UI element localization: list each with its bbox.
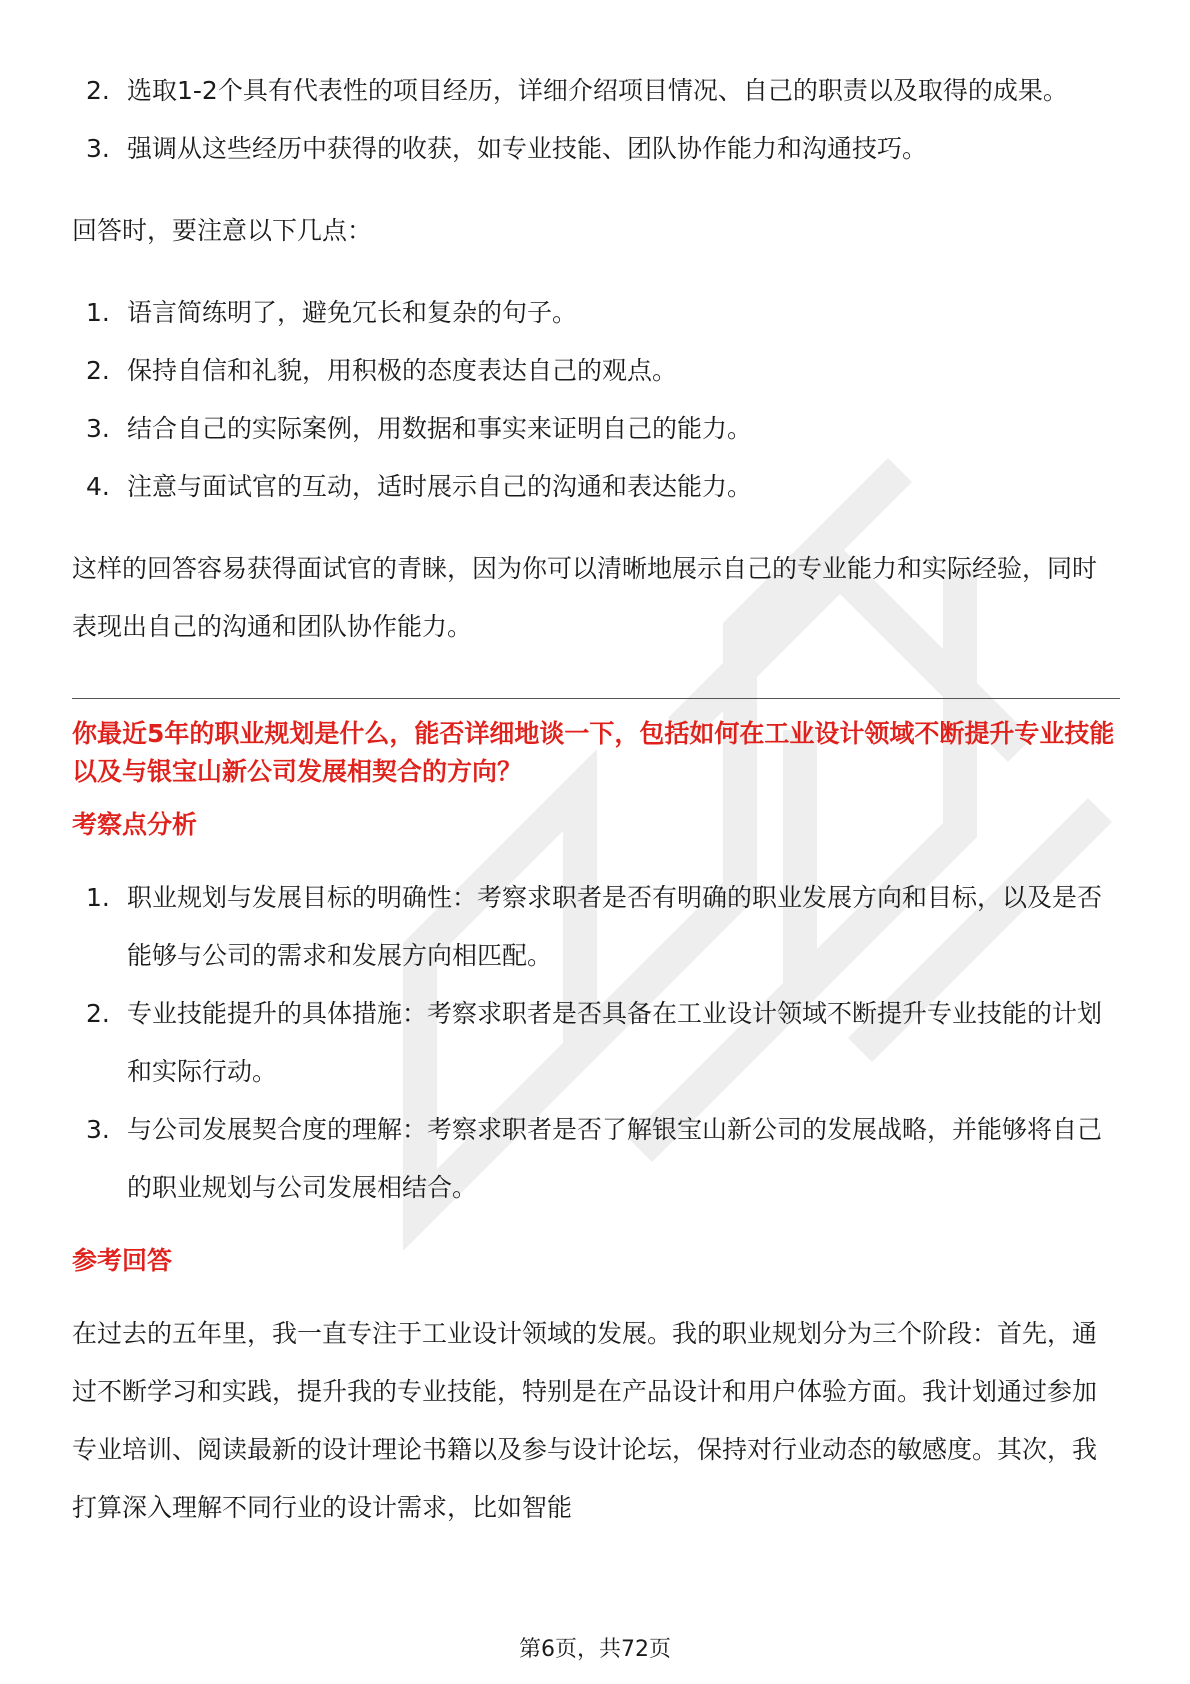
main-content — [72, 62, 1120, 1537]
list-number: 3. — [86, 1115, 110, 1144]
analysis-list — [72, 869, 1120, 1217]
list-text: 职业规划与发展目标的明确性：考察求职者是否有明确的职业发展方向和目标，以及是否能够与公司的需求和发展方向相匹配。 — [127, 883, 1103, 970]
summary-paragraph: 这样的回答容易获得面试官的青睐，因为你可以清晰地展示自己的专业能力和实际经验，同时表现出自己的沟通和团队协作能力。 — [72, 554, 1098, 641]
list-text: 结合自己的实际案例，用数据和事实来证明自己的能力。 — [127, 414, 753, 443]
list-number: 1. — [86, 883, 110, 912]
list-number: 2. — [86, 76, 110, 105]
list-item — [72, 1101, 1120, 1217]
attention-intro: 回答时，要注意以下几点： — [72, 216, 373, 245]
list-item — [72, 62, 1120, 120]
list-number: 3. — [86, 134, 110, 163]
list-text: 与公司发展契合度的理解：考察求职者是否了解银宝山新公司的发展战略，并能够将自己的职业规划与公司发展相结合。 — [127, 1115, 1103, 1202]
list-number: 4. — [86, 472, 110, 501]
section-divider — [72, 698, 1120, 699]
list-text: 选取1-2个具有代表性的项目经历，详细介绍项目情况、自己的职责以及取得的成果。 — [127, 76, 1068, 105]
list-text: 语言简练明了，避免冗长和复杂的句子。 — [127, 298, 578, 327]
attention-list — [72, 284, 1120, 516]
list-text: 注意与面试官的互动，适时展示自己的沟通和表达能力。 — [127, 472, 753, 501]
list-item — [72, 869, 1120, 985]
list-text: 保持自信和礼貌，用积极的态度表达自己的观点。 — [127, 356, 678, 385]
list-text: 强调从这些经历中获得的收获，如专业技能、团队协作能力和沟通技巧。 — [127, 134, 928, 163]
list-number: 2. — [86, 356, 110, 385]
analysis-title: 考察点分析 — [72, 810, 198, 839]
experience-list — [72, 62, 1120, 178]
list-number: 2. — [86, 999, 110, 1028]
list-item — [72, 458, 1120, 516]
list-number: 1. — [86, 298, 110, 327]
answer-title: 参考回答 — [72, 1246, 173, 1275]
answer-paragraph: 在过去的五年里，我一直专注于工业设计领域的发展。我的职业规划分为三个阶段：首先，通过不断学习和实践，提升我的专业技能，特别是在产品设计和用户体验方面。我计划通过参加专业培训、阅读最新的设计理论书籍以及参与设计论坛，保持对行业动态的敏感度。其次，我打算深入理解不同行业的设计需求，比如智能 — [72, 1319, 1098, 1522]
list-item — [72, 284, 1120, 342]
list-item — [72, 400, 1120, 458]
list-item — [72, 120, 1120, 178]
list-item — [72, 342, 1120, 400]
list-number: 3. — [86, 414, 110, 443]
list-text: 专业技能提升的具体措施：考察求职者是否具备在工业设计领域不断提升专业技能的计划和实际行动。 — [127, 999, 1103, 1086]
interview-question: 你最近5年的职业规划是什么，能否详细地谈一下，包括如何在工业设计领域不断提升专业技能以及与银宝山新公司发展相契合的方向？ — [72, 719, 1115, 786]
page-number: 第6页，共72页 — [519, 1637, 671, 1662]
list-item — [72, 985, 1120, 1101]
